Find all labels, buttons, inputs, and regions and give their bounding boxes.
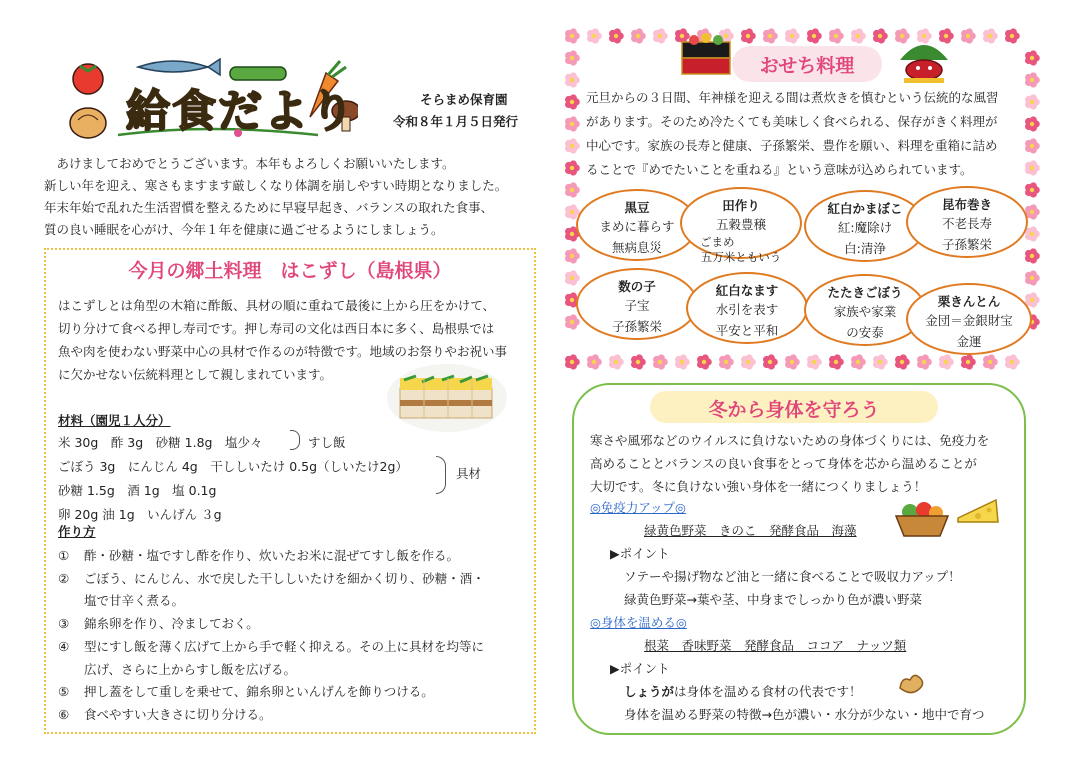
osechi-item-name: 田作り — [722, 198, 760, 213]
greeting-line: 新しい年を迎え、寒さもますます厳しくなり体調を崩しやすい時期となりました。 — [44, 178, 508, 193]
warming-point — [624, 682, 862, 700]
step-continuation: 塩で甘辛く煮る。 — [84, 593, 185, 609]
local-dish-section — [44, 248, 536, 734]
flower — [851, 354, 866, 369]
osechi-item-meaning: 不老長寿 — [941, 216, 992, 231]
osechi-item-note: 五万米ともいう — [700, 250, 782, 264]
cheese-icon — [956, 492, 1000, 526]
osechi-title: おせち料理 — [759, 55, 855, 77]
description-line: があります。そのため冷たくても美味しく食べられる、保存がきく料理が — [586, 114, 998, 129]
step-number: ② — [58, 570, 70, 586]
greeting-line: 年末年始で乱れた生活習慣を整えるために早寝早起き、バランスの取れた食事、 — [44, 200, 494, 215]
ingredient-line: ごぼう 3g にんじん 4g 干ししいたけ 0.5g（しいたけ2g） — [58, 459, 408, 474]
flower — [1025, 72, 1040, 87]
greeting-line: 質の良い睡眠を心がけ、今年１年を健康に過ごせるようにしましょう。 — [44, 222, 444, 237]
flower — [565, 50, 580, 65]
flower — [917, 354, 932, 369]
flower — [565, 182, 580, 197]
flower — [741, 354, 756, 369]
bracket — [436, 456, 446, 494]
flower — [587, 28, 602, 43]
steps-heading: 作り方 — [58, 524, 96, 539]
flower — [807, 354, 822, 369]
point-label: ▶ポイント — [610, 546, 670, 561]
osechi-item-meaning: まめに暮らす — [599, 219, 675, 234]
ginger-icon — [896, 668, 926, 698]
description-line: に欠かせない伝統料理として親しまれています。 — [58, 367, 333, 382]
recipe-step — [58, 545, 485, 568]
flower — [1025, 182, 1040, 197]
vegetable-basket-icon — [890, 498, 954, 538]
warming-foods: 根菜 香味野菜 発酵食品 ココア ナッツ類 — [644, 638, 907, 653]
osechi-item-meaning: 子宝 — [624, 298, 650, 313]
flower — [609, 28, 624, 43]
step-text: ごぼう、にんじん、水で戻した干ししいたけを細かく切り、砂糖・酒・ — [84, 570, 485, 586]
osechi-item-name: 紅白かまぼこ — [827, 201, 903, 216]
toppings-group-label: 具材 — [456, 466, 482, 481]
warming-point: 身体を温める野菜の特徴→色が濃い・水分が少ない・地中で育つ — [624, 707, 985, 722]
osechi-item-name: たたきごぼう — [827, 285, 903, 300]
osechi-item-meaning: の安泰 — [846, 325, 884, 340]
description-line: 寒さや風邪などのウイルスに負けないための身体づくりには、免疫力を — [590, 433, 990, 448]
ginger-word: しょうが — [624, 684, 675, 699]
recipe-step — [58, 704, 485, 727]
step-number: ③ — [58, 616, 70, 632]
recipe-step — [58, 568, 485, 591]
flower — [1005, 28, 1020, 43]
flower — [983, 28, 998, 43]
flower — [697, 354, 712, 369]
flower — [653, 354, 668, 369]
immunity-point: 緑黄色野菜→葉や茎、中身までしっかり色が濃い野菜 — [624, 592, 922, 607]
osechi-item-meaning: 金団＝金銀財宝 — [925, 313, 1013, 328]
winter-description — [590, 429, 989, 498]
immunity-heading: ◎免疫力アップ◎ — [590, 500, 686, 515]
flower — [763, 28, 778, 43]
osechi-item-meaning: 紅:魔除け — [837, 220, 893, 235]
warming-point-text: は身体を温める食材の代表です！ — [674, 684, 862, 699]
ingredients-heading: 材料（園児１人分） — [58, 413, 171, 428]
issue-date: 令和８年１月５日発行 — [393, 114, 519, 129]
description-line: 切り分けて食べる押し寿司です。押し寿司の文化は西日本に多く、島根県では — [58, 321, 495, 336]
flower — [785, 28, 800, 43]
greeting-text — [44, 153, 544, 241]
flower — [565, 94, 580, 109]
point-label: ▶ポイント — [610, 661, 670, 676]
flower — [873, 354, 888, 369]
flower — [565, 354, 580, 369]
recipe-step — [58, 613, 485, 636]
flower — [895, 354, 910, 369]
osechi-item-meaning: 家族や家業 — [833, 304, 897, 319]
ingredient-line: 砂糖 1.5g 酒 1g 塩 0.1g — [58, 483, 217, 498]
flower — [807, 28, 822, 43]
description-line: 元旦からの３日間、年神様を迎える間は煮炊きを慎むという伝統的な風習 — [586, 90, 999, 105]
step-number: ⑤ — [58, 684, 70, 700]
osechi-item-meaning: 五穀豊穣 — [715, 217, 766, 232]
ingredient-line: 卵 20g 油 1g いんげん ３g — [58, 507, 222, 522]
osechi-item-name: 紅白なます — [715, 283, 779, 298]
greeting-line: あけましておめでとうございます。本年もよろしくお願いいたします。 — [44, 156, 455, 171]
flower — [1025, 116, 1040, 131]
flower — [631, 28, 646, 43]
sushi-rice-group-label: すし飯 — [308, 435, 346, 450]
osechi-item-meaning: 子孫繁栄 — [941, 237, 992, 252]
osechi-description — [586, 86, 999, 182]
flower — [1025, 160, 1040, 175]
flower — [829, 354, 844, 369]
flower — [675, 354, 690, 369]
flower — [565, 138, 580, 153]
recipe-step — [58, 636, 485, 659]
osechi-item-meaning: 子孫繁栄 — [611, 319, 662, 334]
description-line: ることで『めでたいことを重ねる』という意味が込められています。 — [586, 162, 973, 177]
recipe-steps — [58, 545, 485, 727]
flower — [1025, 50, 1040, 65]
flower — [873, 28, 888, 43]
flower — [939, 354, 954, 369]
osechi-item-name: 黒豆 — [624, 200, 650, 215]
newsletter-title: 給食だより — [126, 86, 356, 137]
osechi-item-kobumaki — [906, 186, 1028, 258]
flower — [829, 28, 844, 43]
flower — [719, 354, 734, 369]
description-line: 高めることとバランスの良い食事をとって身体を芯から温めることが — [590, 456, 977, 471]
flower — [983, 354, 998, 369]
step-text: 押し蓋をして重しを乗せて、錦糸卵といんげんを飾りつける。 — [84, 684, 434, 700]
newsletter-title-logo — [58, 55, 358, 145]
step-number: ④ — [58, 638, 70, 654]
flower — [653, 28, 668, 43]
immunity-point: ソテーや揚げ物など油と一緒に食べることで吸収力アップ！ — [624, 569, 961, 584]
osechi-item-namasu — [686, 272, 808, 344]
step-text: 食べやすい大きさに切り分ける。 — [84, 706, 272, 722]
flower — [785, 354, 800, 369]
ingredient-line: 米 30g 酢 3g 砂糖 1.8g 塩少々 — [58, 435, 263, 450]
step-number: ① — [58, 548, 70, 563]
flower — [1025, 138, 1040, 153]
flower — [1025, 248, 1040, 263]
flower — [1025, 270, 1040, 285]
flower — [565, 28, 580, 43]
flower — [741, 28, 756, 43]
flower — [763, 354, 778, 369]
step-continuation: 広げ、さらに上からすし飯を広げる。 — [84, 661, 297, 677]
osechi-item-name: 昆布巻き — [941, 197, 992, 212]
flower — [961, 354, 976, 369]
flower — [631, 354, 646, 369]
immunity-foods: 緑黄色野菜 きのこ 発酵食品 海藻 — [644, 523, 857, 538]
warming-heading: ◎身体を温める◎ — [590, 615, 687, 630]
flower — [1025, 226, 1040, 241]
flower — [961, 28, 976, 43]
osechi-item-kazunoko — [576, 268, 698, 340]
winter-title: 冬から身体を守ろう — [708, 399, 880, 421]
flower — [851, 28, 866, 43]
description-line: はこずしとは角型の木箱に酢飯、具材の順に重ねて最後に上から圧をかけて、 — [58, 298, 495, 313]
flower — [1005, 354, 1020, 369]
osechi-item-meaning: 水引を表す — [715, 302, 779, 317]
osechi-item-note: ごまめ — [700, 235, 735, 249]
description-line: 中心です。家族の長寿と健康、子孫繁栄、豊作を願い、料理を重箱に詰め — [586, 138, 998, 153]
flower — [1025, 94, 1040, 109]
description-line: 魚や肉を使わない野菜中心の具材で作るのが特徴です。地域のお祭りやお祝い事 — [58, 344, 508, 359]
kagami-mochi-icon — [896, 36, 952, 84]
step-text: 酢・砂糖・塩ですし酢を作り、炊いたお米に混ぜてすし飯を作る。 — [84, 548, 460, 563]
step-number: ⑥ — [58, 706, 70, 722]
flower — [609, 354, 624, 369]
nursery-name: そらまめ保育園 — [420, 92, 508, 107]
osechi-item-meaning: 無病息災 — [611, 240, 662, 255]
jubako-box-icon — [678, 30, 734, 80]
step-text: 型にすし飯を薄く広げて上から手で軽く抑える。その上に具材を均等に — [84, 638, 485, 654]
bracket — [290, 430, 300, 450]
recipe-step — [58, 681, 485, 704]
osechi-item-meaning: 平安と平和 — [715, 323, 779, 338]
flower — [565, 160, 580, 175]
osechi-item-meaning: 白:清浄 — [844, 241, 886, 256]
osechi-item-name: 数の子 — [618, 279, 656, 294]
flower — [565, 72, 580, 87]
local-dish-title: 今月の郷土料理 はこずし（島根県） — [128, 260, 452, 282]
description-line: 大切です。冬に負けない強い身体を一緒につくりましょう！ — [590, 479, 927, 494]
flower — [565, 116, 580, 131]
osechi-item-meaning: 金運 — [956, 334, 982, 349]
step-text: 錦糸卵を作り、冷ましておく。 — [84, 616, 259, 632]
osechi-item-tazukuri — [680, 187, 802, 264]
osechi-item-name: 栗きんとん — [937, 294, 1001, 309]
hakozushi-photo — [386, 356, 508, 434]
flower — [587, 354, 602, 369]
osechi-item-kurikinton — [906, 283, 1032, 355]
